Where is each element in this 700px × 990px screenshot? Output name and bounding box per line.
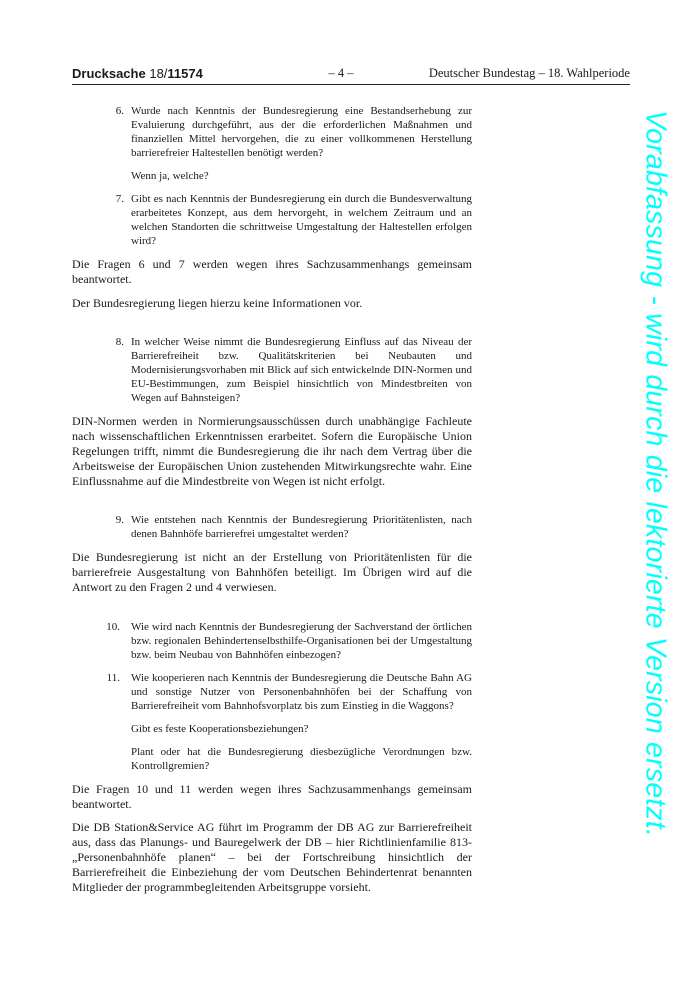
spacer bbox=[72, 604, 472, 620]
watermark-text: Vorabfassung - wird durch die lektorierte Version ersetzt. bbox=[639, 110, 672, 838]
question-11 bbox=[72, 671, 472, 773]
answer-paragraph: Die Fragen 10 und 11 werden wegen ihres Sachzusammenhangs gemeinsam beantwortet. bbox=[72, 781, 472, 811]
document-id: 11574 bbox=[167, 66, 203, 81]
document-label: Drucksache bbox=[72, 66, 146, 81]
answer-paragraph: Die Bundesregierung ist nicht an der Erstellung von Prioritätenlisten für die barrierefreie Ausgestaltung von Bahnhöfen beteiligt. Im Übrigen wird auf die Antwort zu den Fragen 2 und 4 verwiesen. bbox=[72, 550, 472, 594]
draft-watermark bbox=[630, 110, 680, 910]
question-number: 7. bbox=[115, 193, 124, 205]
question-number: 8. bbox=[115, 336, 124, 349]
document-prefix: 18/ bbox=[149, 66, 168, 81]
question-9 bbox=[72, 513, 472, 541]
question-text: Wie entstehen nach Kenntnis der Bundesregierung Prioritätenlisten, nach denen Bahnhöfe barrierefrei umgestaltet werden? bbox=[131, 514, 472, 541]
institution-label: Deutscher Bundestag – 18. Wahlperiode bbox=[428, 66, 630, 80]
page-header bbox=[72, 66, 630, 85]
question-text: In welcher Weise nimmt die Bundesregierung Einfluss auf das Niveau der Barrierefreiheit bzw. Qualitätskriterien bei Neubauten und Modernisierungsvorhaben mit Blick auf sich entwickelnde DIN-Normen und EU-Bestimmungen, zum Beispiel hinsichtlich von Mindestbreiten von Wegen auf Bahnsteigen? bbox=[131, 336, 472, 405]
question-10 bbox=[72, 620, 472, 662]
question-number: 11. bbox=[106, 671, 120, 684]
spacer bbox=[72, 497, 472, 513]
question-7 bbox=[72, 192, 472, 248]
answer-paragraph: DIN-Normen werden in Normierungsausschüssen durch unabhängige Fachleute nach wissenschaftlichen Erkenntnissen erarbeitet. Sofern die Europäische Union Regelungen trifft, nimmt die Bundesregierung die ihr nach dem Vertrag über die Arbeitsweise der Europäischen Union zustehenden Mitwirkungsrechte wahr. Eine Einflussnahme auf die Mindestbreite von Wegen ist nicht erfolgt. bbox=[72, 414, 472, 488]
question-text: Gibt es nach Kenntnis der Bundesregierung ein durch die Bundesverwaltung erarbeitetes Konzept, aus dem hervorgeht, in welchem Zeitraum und an welchen Standorten die schrittweise Umgestaltung der Haltestellen erfolgen wird? bbox=[131, 193, 472, 247]
answer-paragraph: Die DB Station&Service AG führt im Programm der DB AG zur Barrierefreiheit aus, dass das Planungs- und Bauregelwerk der DB – hier Richtlinienfamilie 813- „Personenbahnhöfe planen“ – bei der Fortschreibung hinsichtlich der Barrierefreiheit die Einbeziehung der vom Deutschen Behindertenrat benannten Mitglieder der programmbegleitenden Arbeitsgruppe vorsieht. bbox=[72, 820, 472, 894]
question-subtext: Gibt es feste Kooperationsbeziehungen? bbox=[131, 722, 309, 735]
question-subtext: Wenn ja, welche? bbox=[131, 170, 209, 182]
document-body bbox=[72, 104, 472, 903]
answer-paragraph: Der Bundesregierung liegen hierzu keine Informationen vor. bbox=[72, 295, 363, 310]
question-8 bbox=[72, 335, 472, 405]
question-text: Wie kooperieren nach Kenntnis der Bundesregierung die Deutsche Bahn AG und sonstige Nutzer von Personenbahnhöfen bei der Schaffung von Barrierefreiheit vom Bahnhofsvorplatz bis zum Einstieg in die Waggons? bbox=[131, 671, 472, 712]
question-number: 10. bbox=[106, 620, 120, 633]
page-number: – 4 – bbox=[328, 66, 354, 80]
question-number: 9. bbox=[115, 514, 124, 527]
spacer bbox=[72, 319, 472, 335]
question-text: Wie wird nach Kenntnis der Bundesregierung der Sachverstand der örtlichen bzw. regionalen Behindertenselbsthilfe-Organisationen bei der Umgestaltung bzw. beim Neubau von Bahnhöfen einbezogen? bbox=[131, 620, 472, 661]
answer-paragraph: Die Fragen 6 und 7 werden wegen ihres Sachzusammenhangs gemeinsam beantwortet. bbox=[72, 257, 472, 286]
question-6 bbox=[72, 104, 472, 183]
question-subtext: Plant oder hat die Bundesregierung diesbezügliche Verordnungen bzw. Kontrollgremien? bbox=[131, 745, 472, 772]
question-number: 6. bbox=[115, 105, 124, 117]
question-text: Wurde nach Kenntnis der Bundesregierung eine Bestandserhebung zur Evaluierung durchgeführt, aus der die erforderlichen Maßnahmen und finanziellen Mittel hervorgehen, die zu einer vollkommenen Herstellung barrierefreier Haltestellen benötigt werden? bbox=[131, 105, 472, 159]
